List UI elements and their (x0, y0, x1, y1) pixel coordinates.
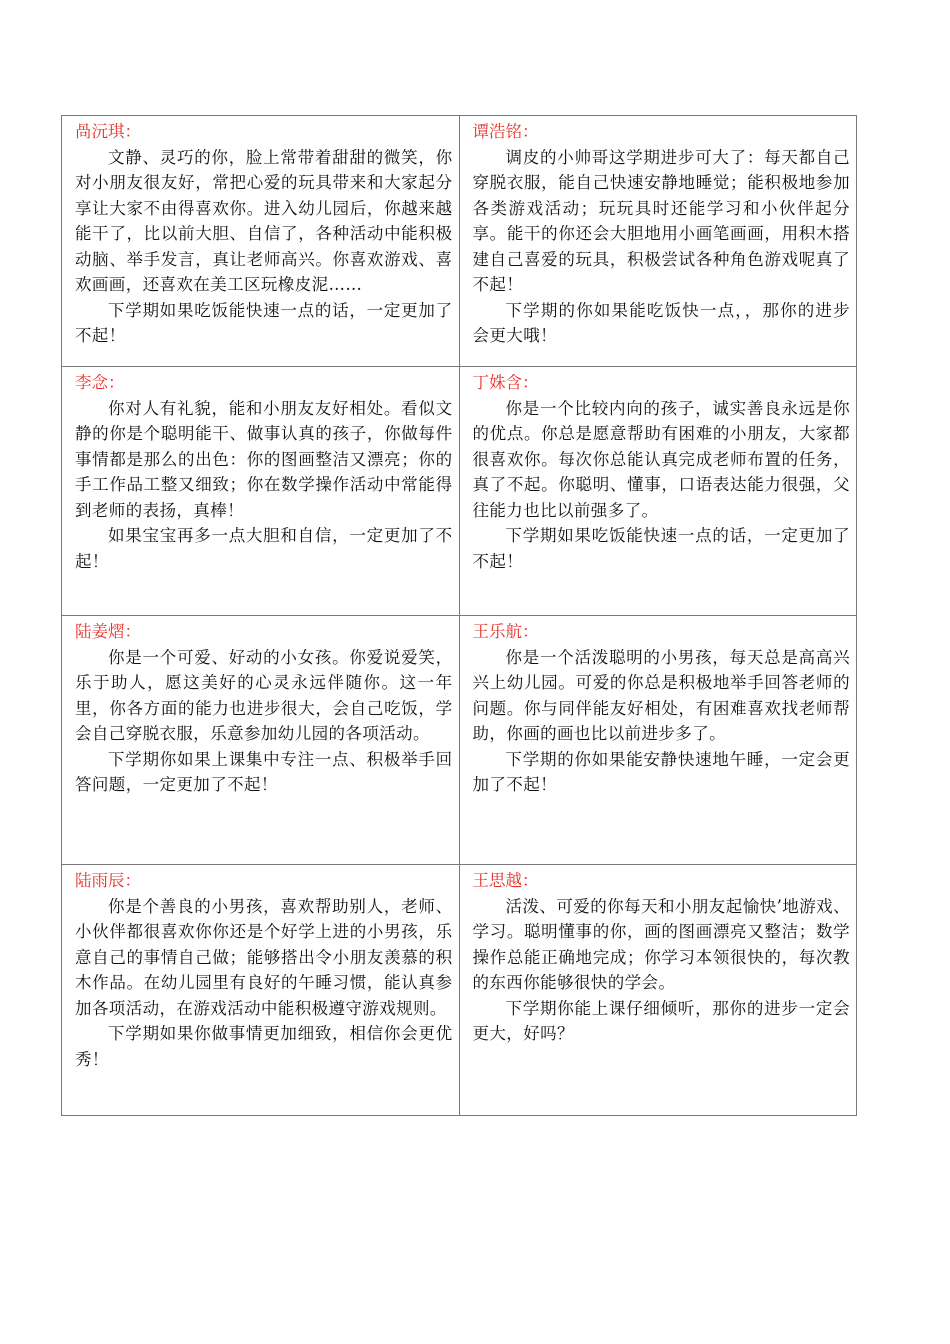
comment-paragraph: 调皮的小帅哥这学期进步可大了：每天都自己穿脱衣服，能自己快速安静地睡觉；能积极地参加各类游戏活动；玩玩具时还能学习和小伙伴起分享。能干的你还会大胆地用小画笔画画，用积木搭建自己喜爱的玩具，积极尝试各种角色游戏呢真了不起！ (472, 147, 850, 294)
next-term-wish: 下学期如果吃饭能快速一点的话，一定更加了不起！ (75, 300, 453, 345)
comment-paragraph: 你是一个比较内向的孩子，诚实善良永远是你的优点。你总是愿意帮助有困难的小朋友，大家都很喜欢你。每次你总能认真完成老师布置的任务，真了不起。你聪明、懂事，口语表达能力很强，父往能力也比以前强多了。 (472, 398, 850, 520)
comment-paragraph: 你是个善良的小男孩，喜欢帮助别人，老师、小伙伴都很喜欢你你还是个好学上进的小男孩，乐意自己的事情自己做；能够搭出令小朋友羡慕的积木作品。在幼儿园里有良好的午睡习惯，能认真参加各项活动，在游戏活动中能积极遵守游戏规则。 (75, 896, 453, 1018)
table-row (62, 616, 857, 865)
comment-card (62, 367, 460, 616)
child-name: 陆姜熠： (75, 622, 141, 641)
child-name: 咼沅琪： (75, 122, 141, 141)
comment-paragraph: 活泼、可爱的你每天和小朋友起愉快’地游戏、学习。聪明懂事的你，画的图画漂亮又整洁；数学操作总能正确地完成；你学习本领很快的，每次教的东西你能够很快的学会。 (472, 896, 850, 992)
comment-paragraph: 你是一个活泼聪明的小男孩，每天总是高高兴兴上幼儿园。可爱的你总是积极地举手回答老师的问题。你与同伴能友好相处，有困难喜欢找老师帮助，你画的画也比以前进步多了。 (472, 647, 850, 743)
child-name: 谭浩铭： (472, 122, 539, 141)
comment-card (459, 116, 857, 367)
comment-table (61, 115, 857, 1116)
next-term-wish: 下学期你如果上课集中专注一点、积极举手回答问题，一定更加了不起！ (75, 749, 453, 794)
comment-paragraph: 你是一个可爱、好动的小女孩。你爱说爱笑，乐于助人，愿这美好的心灵永远伴随你。这一年里，你各方面的能力也进步很大，会自己吃饭，学会自己穿脱衣服，乐意参加幼儿园的各项活动。 (75, 647, 453, 743)
next-term-wish: 如果宝宝再多一点大胆和自信，一定更加了不起！ (75, 526, 453, 571)
table-row (62, 865, 857, 1116)
child-name: 王思越： (472, 871, 539, 890)
next-term-wish: 下学期的你如果能吃饭快一点，，那你的进步会更大哦！ (472, 300, 850, 345)
comment-card (62, 865, 460, 1116)
next-term-wish: 下学期如果你做事情更加细致，相信你会更优秀！ (75, 1024, 453, 1069)
child-name: 丁姝含： (472, 373, 539, 392)
comment-card (62, 116, 460, 367)
comment-card (62, 616, 460, 865)
next-term-wish: 下学期如果吃饭能快速一点的话，一定更加了不起！ (472, 526, 850, 571)
comment-card (459, 367, 857, 616)
table-row (62, 367, 857, 616)
child-name: 陆雨辰： (75, 871, 141, 890)
table-row (62, 116, 857, 367)
child-name: 李念： (75, 373, 125, 392)
comment-paragraph: 文静、灵巧的你，脸上常带着甜甜的微笑，你对小朋友很友好，常把心爱的玩具带来和大家起分享让大家不由得喜欢你。进入幼儿园后，你越来越能干了，比以前大胆、自信了，各种活动中能积极动脑、举手发言，真让老师高兴。你喜欢游戏、喜欢画画，还喜欢在美工区玩橡皮泥…… (75, 147, 453, 294)
child-name: 王乐航： (472, 622, 539, 641)
next-term-wish: 下学期你能上课仔细倾听，那你的进步一定会更大，好吗？ (472, 998, 850, 1043)
comment-paragraph: 你对人有礼貌，能和小朋友友好相处。看似文静的你是个聪明能干、做事认真的孩子，你做每件事情都是那么的出色：你的图画整洁又漂亮；你的手工作品工整又细致；你在数学操作活动中常能得到老师的表扬，真棒！ (75, 398, 453, 520)
next-term-wish: 下学期的你如果能安静快速地午睡，一定会更加了不起！ (472, 749, 850, 794)
comment-card (459, 865, 857, 1116)
comment-card (459, 616, 857, 865)
